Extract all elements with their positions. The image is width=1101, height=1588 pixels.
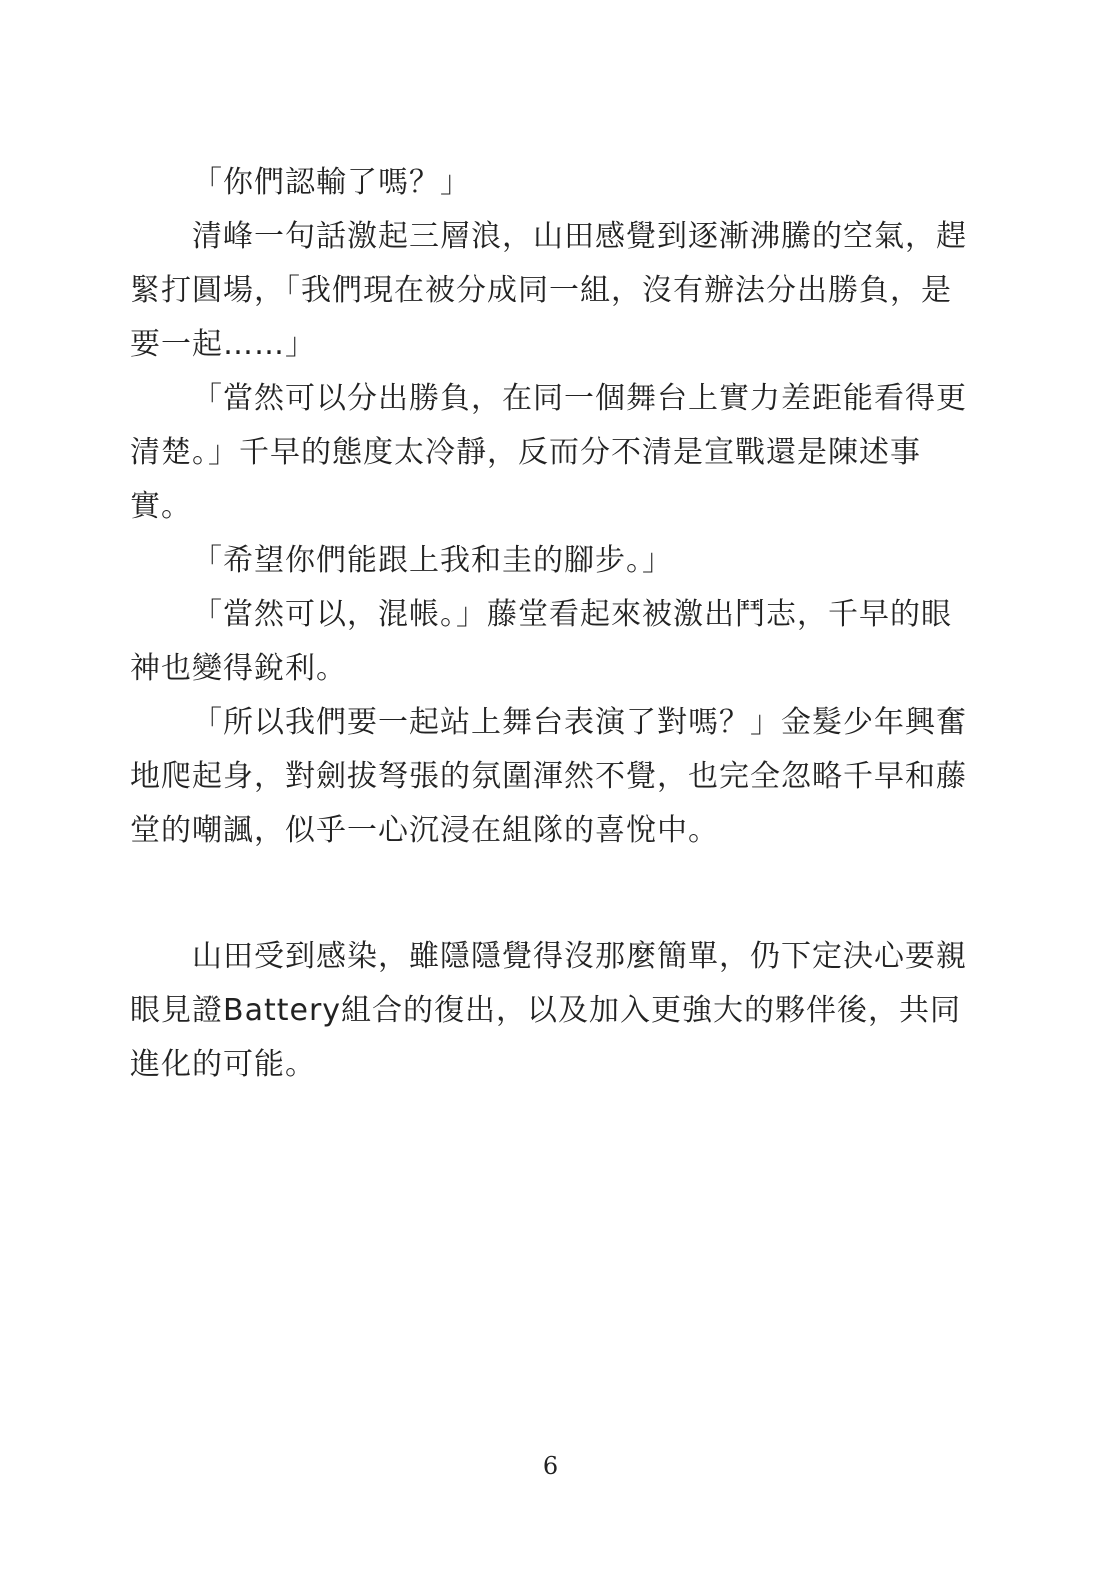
paragraph-line: 神也變得銳利。 [130, 651, 347, 686]
paragraph-line: 地爬起身，對劍拔弩張的氛圍渾然不覺，也完全忽略千早和藤 [130, 759, 967, 794]
paragraph-1 [130, 156, 972, 210]
paragraph-line: 實。 [130, 489, 192, 524]
paragraph-line: 山田受到感染，雖隱隱覺得沒那麼簡單，仍下定決心要親 [192, 939, 967, 974]
paragraph-3 [130, 372, 972, 534]
paragraph-line: 「希望你們能跟上我和圭的腳步。」 [192, 543, 673, 578]
paragraph-line: 清峰一句話激起三層浪，山田感覺到逐漸沸騰的空氣，趕 [192, 219, 967, 254]
page-number: 6 [542, 1452, 559, 1480]
paragraph-6 [130, 696, 972, 858]
paragraph-line: 眼見證Battery組合的復出，以及加入更強大的夥伴後，共同 [130, 993, 962, 1028]
paragraph-line: 清楚。」千早的態度太冷靜，反而分不清是宣戰還是陳述事 [130, 435, 921, 470]
paragraph-5 [130, 588, 972, 696]
paragraph-line: 進化的可能。 [130, 1047, 316, 1082]
paragraph-2 [130, 210, 972, 372]
paragraph-line: 緊打圓場，「我們現在被分成同一組，沒有辦法分出勝負，是 [130, 273, 952, 308]
paragraph-line: 「當然可以，混帳。」藤堂看起來被激出鬥志，千早的眼 [192, 597, 952, 632]
body-text [130, 156, 972, 1092]
paragraph-line: 要一起……」 [130, 327, 316, 362]
paragraph-line: 「所以我們要一起站上舞台表演了對嗎？」金髮少年興奮 [192, 705, 967, 740]
paragraph-7 [130, 930, 972, 1092]
paragraph-line: 「你們認輸了嗎？」 [192, 165, 471, 200]
paragraph-line: 堂的嘲諷，似乎一心沉浸在組隊的喜悅中。 [130, 813, 719, 848]
paragraph-4 [130, 534, 972, 588]
paragraph-line: 「當然可以分出勝負，在同一個舞台上實力差距能看得更 [192, 381, 967, 416]
